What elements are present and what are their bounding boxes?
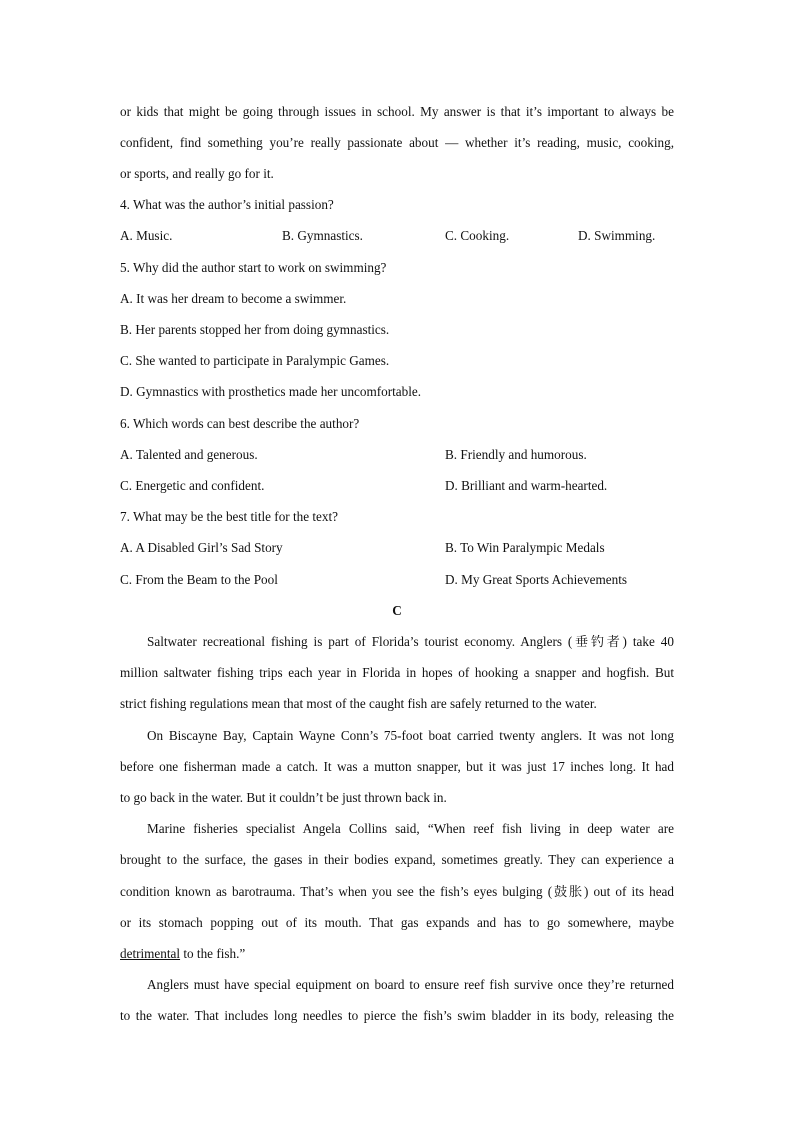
- paragraph-line: or its stomach popping out of its mouth. That gas expands and has to go somewhere, maybe: [120, 915, 674, 930]
- option-5b: B. Her parents stopped her from doing gymnastics.: [120, 322, 390, 337]
- question-stem-7: 7. What may be the best title for the text?: [120, 509, 339, 524]
- paragraph-line: Saltwater recreational fishing is part of Florida’s tourist economy. Anglers (垂钓者) take 40: [147, 634, 674, 649]
- option-7c: C. From the Beam to the Pool: [120, 572, 278, 587]
- passage-line: confident, find something you’re really passionate about — whether it’s reading, music, cooking,: [120, 135, 674, 150]
- paragraph-line: to the water. That includes long needles to pierce the fish’s swim bladder in its body, releasing the: [120, 1008, 674, 1023]
- option-4c: C. Cooking.: [445, 228, 510, 243]
- paragraph-line: condition known as barotrauma. That’s when you see the fish’s eyes bulging (鼓胀) out of its head: [120, 884, 674, 899]
- option-6a: A. Talented and generous.: [120, 447, 258, 462]
- option-6c: C. Energetic and confident.: [120, 478, 265, 493]
- paragraph-line: before one fisherman made a catch. It was a mutton snapper, but it was just 17 inches long. It had: [120, 759, 674, 774]
- section-heading: C: [392, 603, 402, 618]
- paragraph-line: to go back in the water. But it couldn’t be just thrown back in.: [120, 790, 447, 805]
- option-7a: A. A Disabled Girl’s Sad Story: [120, 540, 283, 555]
- paragraph-line: strict fishing regulations mean that most of the caught fish are safely returned to the water.: [120, 696, 597, 711]
- paragraph-line: [120, 944, 674, 964]
- paragraph-line: brought to the surface, the gases in their bodies expand, sometimes greatly. They can experience a: [120, 852, 674, 867]
- option-6d: D. Brilliant and warm-hearted.: [445, 478, 608, 493]
- option-5a: A. It was her dream to become a swimmer.: [120, 291, 347, 306]
- passage-line: or kids that might be going through issues in school. My answer is that it’s important to always be: [120, 104, 674, 119]
- option-7b: B. To Win Paralympic Medals: [445, 540, 605, 555]
- question-stem-6: 6. Which words can best describe the author?: [120, 416, 360, 431]
- option-7d: D. My Great Sports Achievements: [445, 572, 628, 587]
- paragraph-line: million saltwater fishing trips each year in Florida in hopes of hooking a snapper and hogfish. But: [120, 665, 674, 680]
- option-4a: A. Music.: [120, 228, 173, 243]
- paragraph-line: On Biscayne Bay, Captain Wayne Conn’s 75-foot boat carried twenty anglers. It was not long: [147, 728, 674, 743]
- option-4d: D. Swimming.: [578, 228, 656, 243]
- underlined-word: detrimental: [120, 946, 181, 961]
- paragraph-text: to the fish.”: [180, 946, 246, 961]
- paragraph-line: Anglers must have special equipment on board to ensure reef fish survive once they’re returned: [147, 977, 674, 992]
- passage-line: or sports, and really go for it.: [120, 166, 274, 181]
- question-stem-5: 5. Why did the author start to work on swimming?: [120, 260, 387, 275]
- option-5c: C. She wanted to participate in Paralympic Games.: [120, 353, 390, 368]
- option-6b: B. Friendly and humorous.: [445, 447, 587, 462]
- option-4b: B. Gymnastics.: [282, 228, 363, 243]
- option-5d: D. Gymnastics with prosthetics made her uncomfortable.: [120, 384, 422, 399]
- question-stem-4: 4. What was the author’s initial passion?: [120, 197, 334, 212]
- paragraph-line: Marine fisheries specialist Angela Collins said, “When reef fish living in deep water are: [147, 821, 674, 836]
